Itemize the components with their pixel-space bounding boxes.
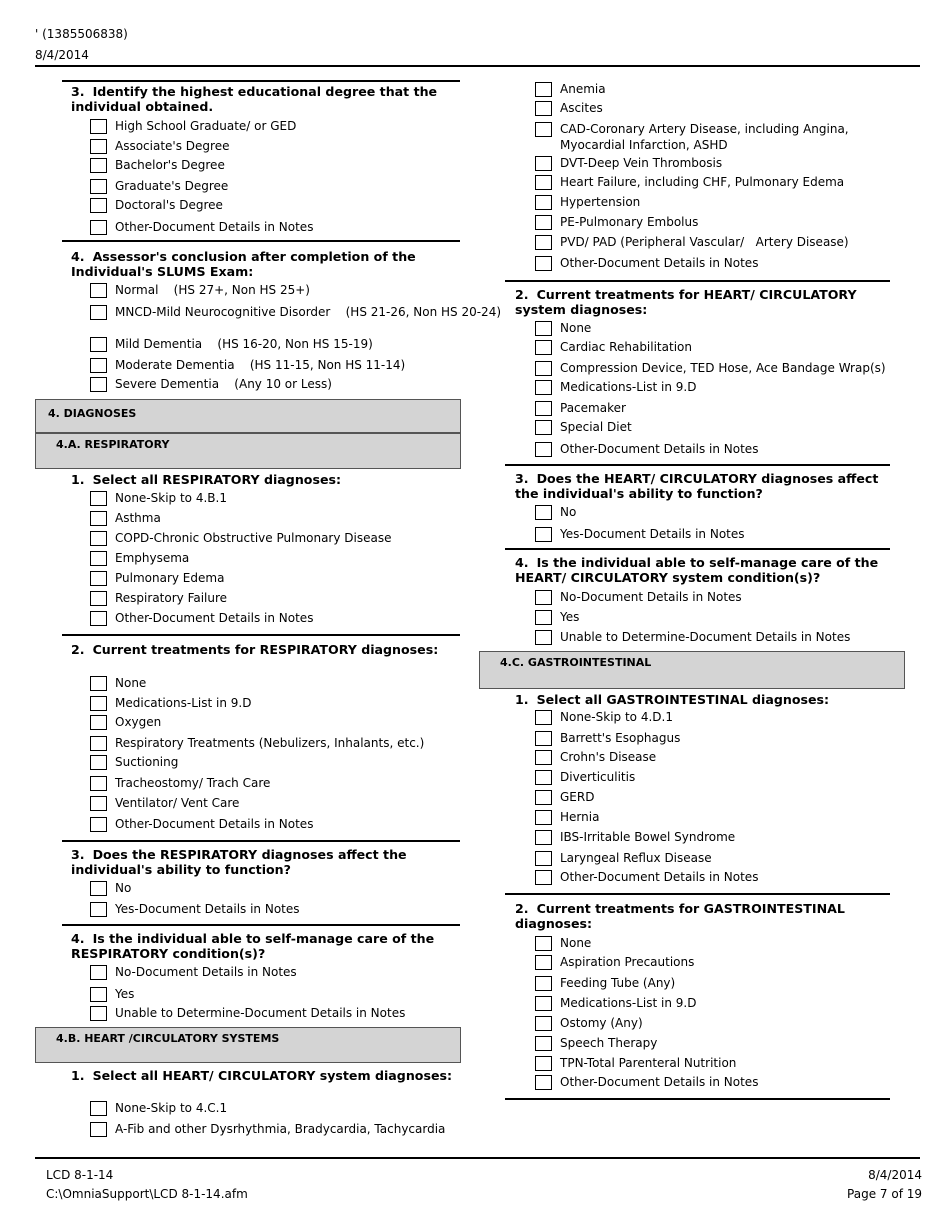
question-gi-diagnoses: 1. Select all GASTROINTESTINAL diagnoses:: [515, 692, 830, 707]
divider: [62, 80, 460, 82]
option-checkbox[interactable]: [535, 82, 552, 97]
option-label: Ostomy (Any): [560, 1016, 643, 1030]
option-checkbox[interactable]: [90, 551, 107, 566]
option-label: Special Diet: [560, 420, 632, 434]
option-checkbox[interactable]: [535, 851, 552, 866]
option-checkbox[interactable]: [535, 195, 552, 210]
option-label: None-Skip to 4.C.1: [115, 1101, 228, 1115]
option-label: Unable to Determine-Document Details in Notes: [560, 630, 851, 644]
option-checkbox[interactable]: [535, 590, 552, 605]
option-label: Suctioning: [115, 755, 179, 769]
option-checkbox[interactable]: [90, 715, 107, 730]
question-resp-treatments: 2. Current treatments for RESPIRATORY diagnoses:: [71, 642, 439, 657]
question-heart-treatments: 2. Current treatments for HEART/ CIRCULATORY system diagnoses:: [515, 287, 857, 317]
option-label: Medications-List in 9.D: [560, 380, 697, 394]
option-label: No-Document Details in Notes: [560, 590, 742, 604]
option-label: Barrett's Esophagus: [560, 731, 681, 745]
option-label: MNCD-Mild Neurocognitive Disorder (HS 21-26, Non HS 20-24): [115, 305, 502, 319]
option-label: Laryngeal Reflux Disease: [560, 851, 712, 865]
option-label: COPD-Chronic Obstructive Pulmonary Disease: [115, 531, 392, 545]
option-checkbox[interactable]: [535, 830, 552, 845]
option-label: Ventilator/ Vent Care: [115, 796, 240, 810]
divider: [505, 548, 890, 550]
option-label: None: [560, 936, 592, 950]
option-checkbox[interactable]: [90, 696, 107, 711]
option-label: Pacemaker: [560, 401, 626, 415]
option-checkbox[interactable]: [90, 531, 107, 546]
divider: [62, 634, 460, 636]
option-label: Medications-List in 9.D: [115, 696, 252, 710]
option-checkbox[interactable]: [535, 420, 552, 435]
question-heart-function: 3. Does the HEART/ CIRCULATORY diagnoses affect the individual's ability to function?: [515, 471, 879, 501]
option-checkbox[interactable]: [90, 571, 107, 586]
footer-form: LCD 8-1-14: [46, 1168, 114, 1182]
footer-path: C:\OmniaSupport\LCD 8-1-14.afm: [46, 1187, 248, 1201]
option-checkbox[interactable]: [90, 987, 107, 1002]
option-label: Hypertension: [560, 195, 641, 209]
divider: [505, 280, 890, 282]
option-checkbox[interactable]: [535, 156, 552, 171]
option-label: High School Graduate/ or GED: [115, 119, 297, 133]
option-checkbox[interactable]: [535, 235, 552, 250]
option-checkbox[interactable]: [535, 122, 552, 137]
option-checkbox[interactable]: [90, 1122, 107, 1137]
option-label: TPN-Total Parenteral Nutrition: [560, 1056, 737, 1070]
option-label: Other-Document Details in Notes: [560, 870, 759, 884]
option-checkbox[interactable]: [90, 881, 107, 896]
option-label: Diverticulitis: [560, 770, 636, 784]
option-label: Other-Document Details in Notes: [560, 1075, 759, 1089]
question-resp-diagnoses: 1. Select all RESPIRATORY diagnoses:: [71, 472, 342, 487]
option-checkbox[interactable]: [535, 1036, 552, 1051]
option-checkbox[interactable]: [90, 377, 107, 392]
section-diagnoses: 4. DIAGNOSES: [35, 399, 461, 433]
option-label: IBS-Irritable Bowel Syndrome: [560, 830, 736, 844]
option-label: Respiratory Failure: [115, 591, 228, 605]
footer-page: Page 7 of 19: [847, 1187, 922, 1201]
option-checkbox[interactable]: [90, 676, 107, 691]
option-label: Other-Document Details in Notes: [560, 256, 759, 270]
option-checkbox[interactable]: [535, 790, 552, 805]
option-label: Tracheostomy/ Trach Care: [115, 776, 271, 790]
option-checkbox[interactable]: [535, 401, 552, 416]
option-label: Feeding Tube (Any): [560, 976, 676, 990]
option-checkbox[interactable]: [535, 630, 552, 645]
option-label: Oxygen: [115, 715, 162, 729]
option-checkbox[interactable]: [535, 321, 552, 336]
option-checkbox[interactable]: [90, 220, 107, 235]
divider: [62, 240, 460, 242]
option-checkbox[interactable]: [535, 810, 552, 825]
option-label: Mild Dementia (HS 16-20, Non HS 15-19): [115, 337, 373, 351]
option-label: Other-Document Details in Notes: [115, 817, 314, 831]
option-checkbox[interactable]: [90, 736, 107, 751]
divider: [62, 840, 460, 842]
option-checkbox[interactable]: [535, 101, 552, 116]
option-checkbox[interactable]: [90, 902, 107, 917]
option-checkbox[interactable]: [90, 179, 107, 194]
option-label: Compression Device, TED Hose, Ace Bandage Wrap(s): [560, 361, 886, 375]
option-checkbox[interactable]: [90, 1101, 107, 1116]
option-label: Pulmonary Edema: [115, 571, 225, 585]
option-label: Moderate Dementia (HS 11-15, Non HS 11-14): [115, 358, 406, 372]
option-checkbox[interactable]: [90, 305, 107, 320]
option-label: Medications-List in 9.D: [560, 996, 697, 1010]
option-checkbox[interactable]: [535, 870, 552, 885]
option-checkbox[interactable]: [535, 361, 552, 376]
option-checkbox[interactable]: [90, 611, 107, 626]
option-label: Hernia: [560, 810, 600, 824]
option-label: Emphysema: [115, 551, 190, 565]
option-checkbox[interactable]: [535, 505, 552, 520]
option-checkbox[interactable]: [535, 215, 552, 230]
option-label: DVT-Deep Vein Thrombosis: [560, 156, 723, 170]
option-label: CAD-Coronary Artery Disease, including Angina, Myocardial Infarction, ASHD: [560, 122, 853, 152]
question-heart-selfmanage: 4. Is the individual able to self-manage care of the HEART/ CIRCULATORY system condition(s)?: [515, 555, 879, 585]
option-label: Aspiration Precautions: [560, 955, 695, 969]
section-respiratory: 4.A. RESPIRATORY: [35, 433, 461, 469]
option-checkbox[interactable]: [90, 158, 107, 173]
option-checkbox[interactable]: [535, 1056, 552, 1071]
option-label: Yes: [115, 987, 135, 1001]
option-label: Yes: [560, 610, 580, 624]
option-checkbox[interactable]: [90, 198, 107, 213]
option-checkbox[interactable]: [90, 119, 107, 134]
option-checkbox[interactable]: [90, 776, 107, 791]
option-label: Cardiac Rehabilitation: [560, 340, 692, 354]
document-id: ' (1385506838): [35, 27, 128, 41]
option-checkbox[interactable]: [90, 965, 107, 980]
option-label: Graduate's Degree: [115, 179, 229, 193]
option-label: Heart Failure, including CHF, Pulmonary Edema: [560, 175, 845, 189]
option-checkbox[interactable]: [535, 256, 552, 271]
option-checkbox[interactable]: [90, 817, 107, 832]
option-checkbox[interactable]: [535, 710, 552, 725]
question-heart-diagnoses: 1. Select all HEART/ CIRCULATORY system diagnoses:: [71, 1068, 453, 1083]
option-checkbox[interactable]: [535, 936, 552, 951]
question-resp-selfmanage: 4. Is the individual able to self-manage care of the RESPIRATORY condition(s)?: [71, 931, 435, 961]
option-label: Doctoral's Degree: [115, 198, 223, 212]
option-label: Severe Dementia (Any 10 or Less): [115, 377, 332, 391]
option-checkbox[interactable]: [90, 337, 107, 352]
option-checkbox[interactable]: [535, 731, 552, 746]
divider: [505, 1098, 890, 1100]
option-checkbox[interactable]: [535, 750, 552, 765]
section-gastrointestinal: 4.C. GASTROINTESTINAL: [479, 651, 905, 689]
option-label: GERD: [560, 790, 595, 804]
option-checkbox[interactable]: [90, 139, 107, 154]
option-label: Other-Document Details in Notes: [560, 442, 759, 456]
option-label: Speech Therapy: [560, 1036, 658, 1050]
option-label: None: [560, 321, 592, 335]
option-label: Asthma: [115, 511, 161, 525]
option-checkbox[interactable]: [535, 976, 552, 991]
option-label: Unable to Determine-Document Details in Notes: [115, 1006, 406, 1020]
option-label: None-Skip to 4.B.1: [115, 491, 227, 505]
option-label: Other-Document Details in Notes: [115, 220, 314, 234]
option-checkbox[interactable]: [535, 380, 552, 395]
header-rule: [35, 65, 920, 67]
question-resp-function: 3. Does the RESPIRATORY diagnoses affect the individual's ability to function?: [71, 847, 407, 877]
option-checkbox[interactable]: [535, 955, 552, 970]
question-education: 3. Identify the highest educational degree that the individual obtained.: [71, 84, 438, 114]
divider: [505, 464, 890, 466]
option-label: None: [115, 676, 147, 690]
option-label: No: [560, 505, 577, 519]
option-label: Ascites: [560, 101, 603, 115]
option-label: Bachelor's Degree: [115, 158, 225, 172]
option-checkbox[interactable]: [90, 591, 107, 606]
option-checkbox[interactable]: [535, 442, 552, 457]
option-label: Anemia: [560, 82, 606, 96]
option-checkbox[interactable]: [535, 175, 552, 190]
option-label: Yes-Document Details in Notes: [115, 902, 300, 916]
option-label: PVD/ PAD (Peripheral Vascular/ Artery Disease): [560, 235, 849, 249]
option-label: No-Document Details in Notes: [115, 965, 297, 979]
option-checkbox[interactable]: [90, 511, 107, 526]
option-label: Crohn's Disease: [560, 750, 657, 764]
question-gi-treatments: 2. Current treatments for GASTROINTESTINAL diagnoses:: [515, 901, 845, 931]
option-checkbox[interactable]: [535, 340, 552, 355]
header-date: 8/4/2014: [35, 48, 89, 62]
footer-rule: [35, 1157, 920, 1159]
section-heart: 4.B. HEART /CIRCULATORY SYSTEMS: [35, 1027, 461, 1063]
option-label: None-Skip to 4.D.1: [560, 710, 673, 724]
option-label: Yes-Document Details in Notes: [560, 527, 745, 541]
option-checkbox[interactable]: [90, 755, 107, 770]
footer-date: 8/4/2014: [868, 1168, 922, 1182]
divider: [62, 924, 460, 926]
option-checkbox[interactable]: [535, 1016, 552, 1031]
option-label: Respiratory Treatments (Nebulizers, Inhalants, etc.): [115, 736, 425, 750]
option-label: PE-Pulmonary Embolus: [560, 215, 699, 229]
option-checkbox[interactable]: [535, 527, 552, 542]
option-checkbox[interactable]: [535, 996, 552, 1011]
option-checkbox[interactable]: [90, 358, 107, 373]
option-label: Other-Document Details in Notes: [115, 611, 314, 625]
divider: [505, 893, 890, 895]
option-checkbox[interactable]: [90, 796, 107, 811]
option-checkbox[interactable]: [90, 1006, 107, 1021]
question-slums: 4. Assessor's conclusion after completion of the Individual's SLUMS Exam:: [71, 249, 416, 279]
option-checkbox[interactable]: [535, 770, 552, 785]
option-checkbox[interactable]: [90, 283, 107, 298]
option-label: Normal (HS 27+, Non HS 25+): [115, 283, 310, 297]
option-checkbox[interactable]: [535, 1075, 552, 1090]
option-checkbox[interactable]: [90, 491, 107, 506]
option-label: Associate's Degree: [115, 139, 230, 153]
option-checkbox[interactable]: [535, 610, 552, 625]
option-label: No: [115, 881, 132, 895]
option-label: A-Fib and other Dysrhythmia, Bradycardia, Tachycardia: [115, 1122, 446, 1136]
